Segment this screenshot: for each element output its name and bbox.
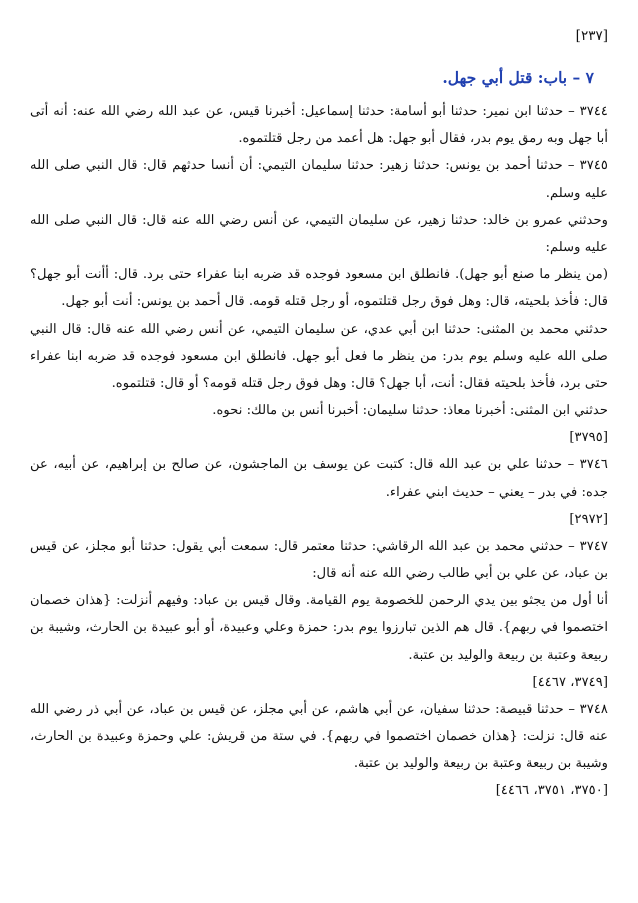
hadith-3748: ٣٧٤٨ – حدثنا قبيصة: حدثنا سفيان، عن أبي هاشم، عن أبي مجلز، عن قيس بن عباد، عن أبي ذر رضي الله عنه قال: نزلت: {هذان خصمان اختصموا في ربهم}. في ستة من قريش: علي وحمزة وعبيدة بن الحارث، وشيبة بن ربيعة وعتبة بن ربيعة والوليد بن عتبة. xyxy=(30,701,608,772)
hadith-3744: ٣٧٤٤ – حدثنا ابن نمير: حدثنا أبو أسامة: حدثنا إسماعيل: أخبرنا قيس، عن عبد الله رضي الله عنه: أنه أتى أبا جهل وبه رمق يوم بدر، فقال أبو جهل: هل أعمد من رجل قتلتموه. xyxy=(30,104,608,147)
document-page xyxy=(30,24,608,804)
hadith-3746: ٣٧٤٦ – حدثنا علي بن عبد الله قال: كتبت عن يوسف بن الماجشون، عن صالح بن إبراهيم، عن أبيه، عن جده: في بدر – يعني – حديث ابني عفراء. xyxy=(30,457,608,500)
hadith-3745: ٣٧٤٥ – حدثنا أحمد بن يونس: حدثنا زهير: حدثنا سليمان التيمي: أن أنسا حدثهم قال: قال النبي صلى الله عليه وسلم. xyxy=(30,158,608,201)
hadith-3745-chain-2: وحدثني عمرو بن خالد: حدثنا زهير، عن سليمان التيمي، عن أنس رضي الله عنه قال: قال النبي صلى الله عليه وسلم: xyxy=(30,212,608,256)
hadith-3747-text: أنا أول من يجثو بين يدي الرحمن للخصومة يوم القيامة. وقال قيس بن عباد: وفيهم أنزلت: {هذان خصمان اختصموا في ربهم}. قال هم الذين تبارزوا يوم بدر: حمزة وعلي وعبيدة، أو أبو عبيدة بن الحارث، وشيبة بن ربيعة وعتبة بن ربيعة والوليد بن عتبة. xyxy=(30,593,608,663)
hadith-3747: ٣٧٤٧ – حدثني محمد بن عبد الله الرقاشي: حدثنا معتمر قال: سمعت أبي يقول: حدثنا أبو مجلز، عن قيس بن عباد، عن علي بن أبي طالب رضي الله عنه أنه قال: xyxy=(30,538,608,582)
chapter-heading: ٧ – باب: قتل أبي جهل. xyxy=(442,68,594,87)
cross-reference: [٢٩٧٢] xyxy=(569,511,608,527)
hadith-3745-chain-3: حدثني محمد بن المثنى: حدثنا ابن أبي عدي، عن سليمان التيمي، عن أنس رضي الله عنه قال: قال النبي صلى الله عليه وسلم يوم بدر: من ينظر ما فعل أبو جهل. فانطلق ابن مسعود فوجده قد ضربه ابنا عفراء حتى برد، فأخذ بلحيته فقال: أنت، أبا جهل؟ قال: وهل فوق رجل قتله قومه؟ أو قال: قتلتموه. xyxy=(30,321,608,392)
cross-reference: [٣٧٩٥] xyxy=(569,430,608,446)
page-number: [٢٣٧] xyxy=(575,28,608,44)
hadith-3745-chain-4: حدثني ابن المثنى: أخبرنا معاذ: حدثنا سليمان: أخبرنا أنس بن مالك: نحوه. xyxy=(212,403,608,419)
cross-reference: [٣٧٤٩، ٤٤٦٧] xyxy=(532,674,608,690)
cross-reference: [٣٧٥٠، ٣٧٥١، ٤٤٦٦] xyxy=(495,783,608,799)
hadith-3745-text: (من ينظر ما صنع أبو جهل). فانطلق ابن مسعود فوجده قد ضربه ابنا عفراء حتى برد. قال: أأنت أبو جهل؟ قال: فأخذ بلحيته، قال: وهل فوق رجل قتلتموه، أو رجل قتله قومه. قال أحمد بن يونس: أنت أبو جهل. xyxy=(30,267,608,310)
